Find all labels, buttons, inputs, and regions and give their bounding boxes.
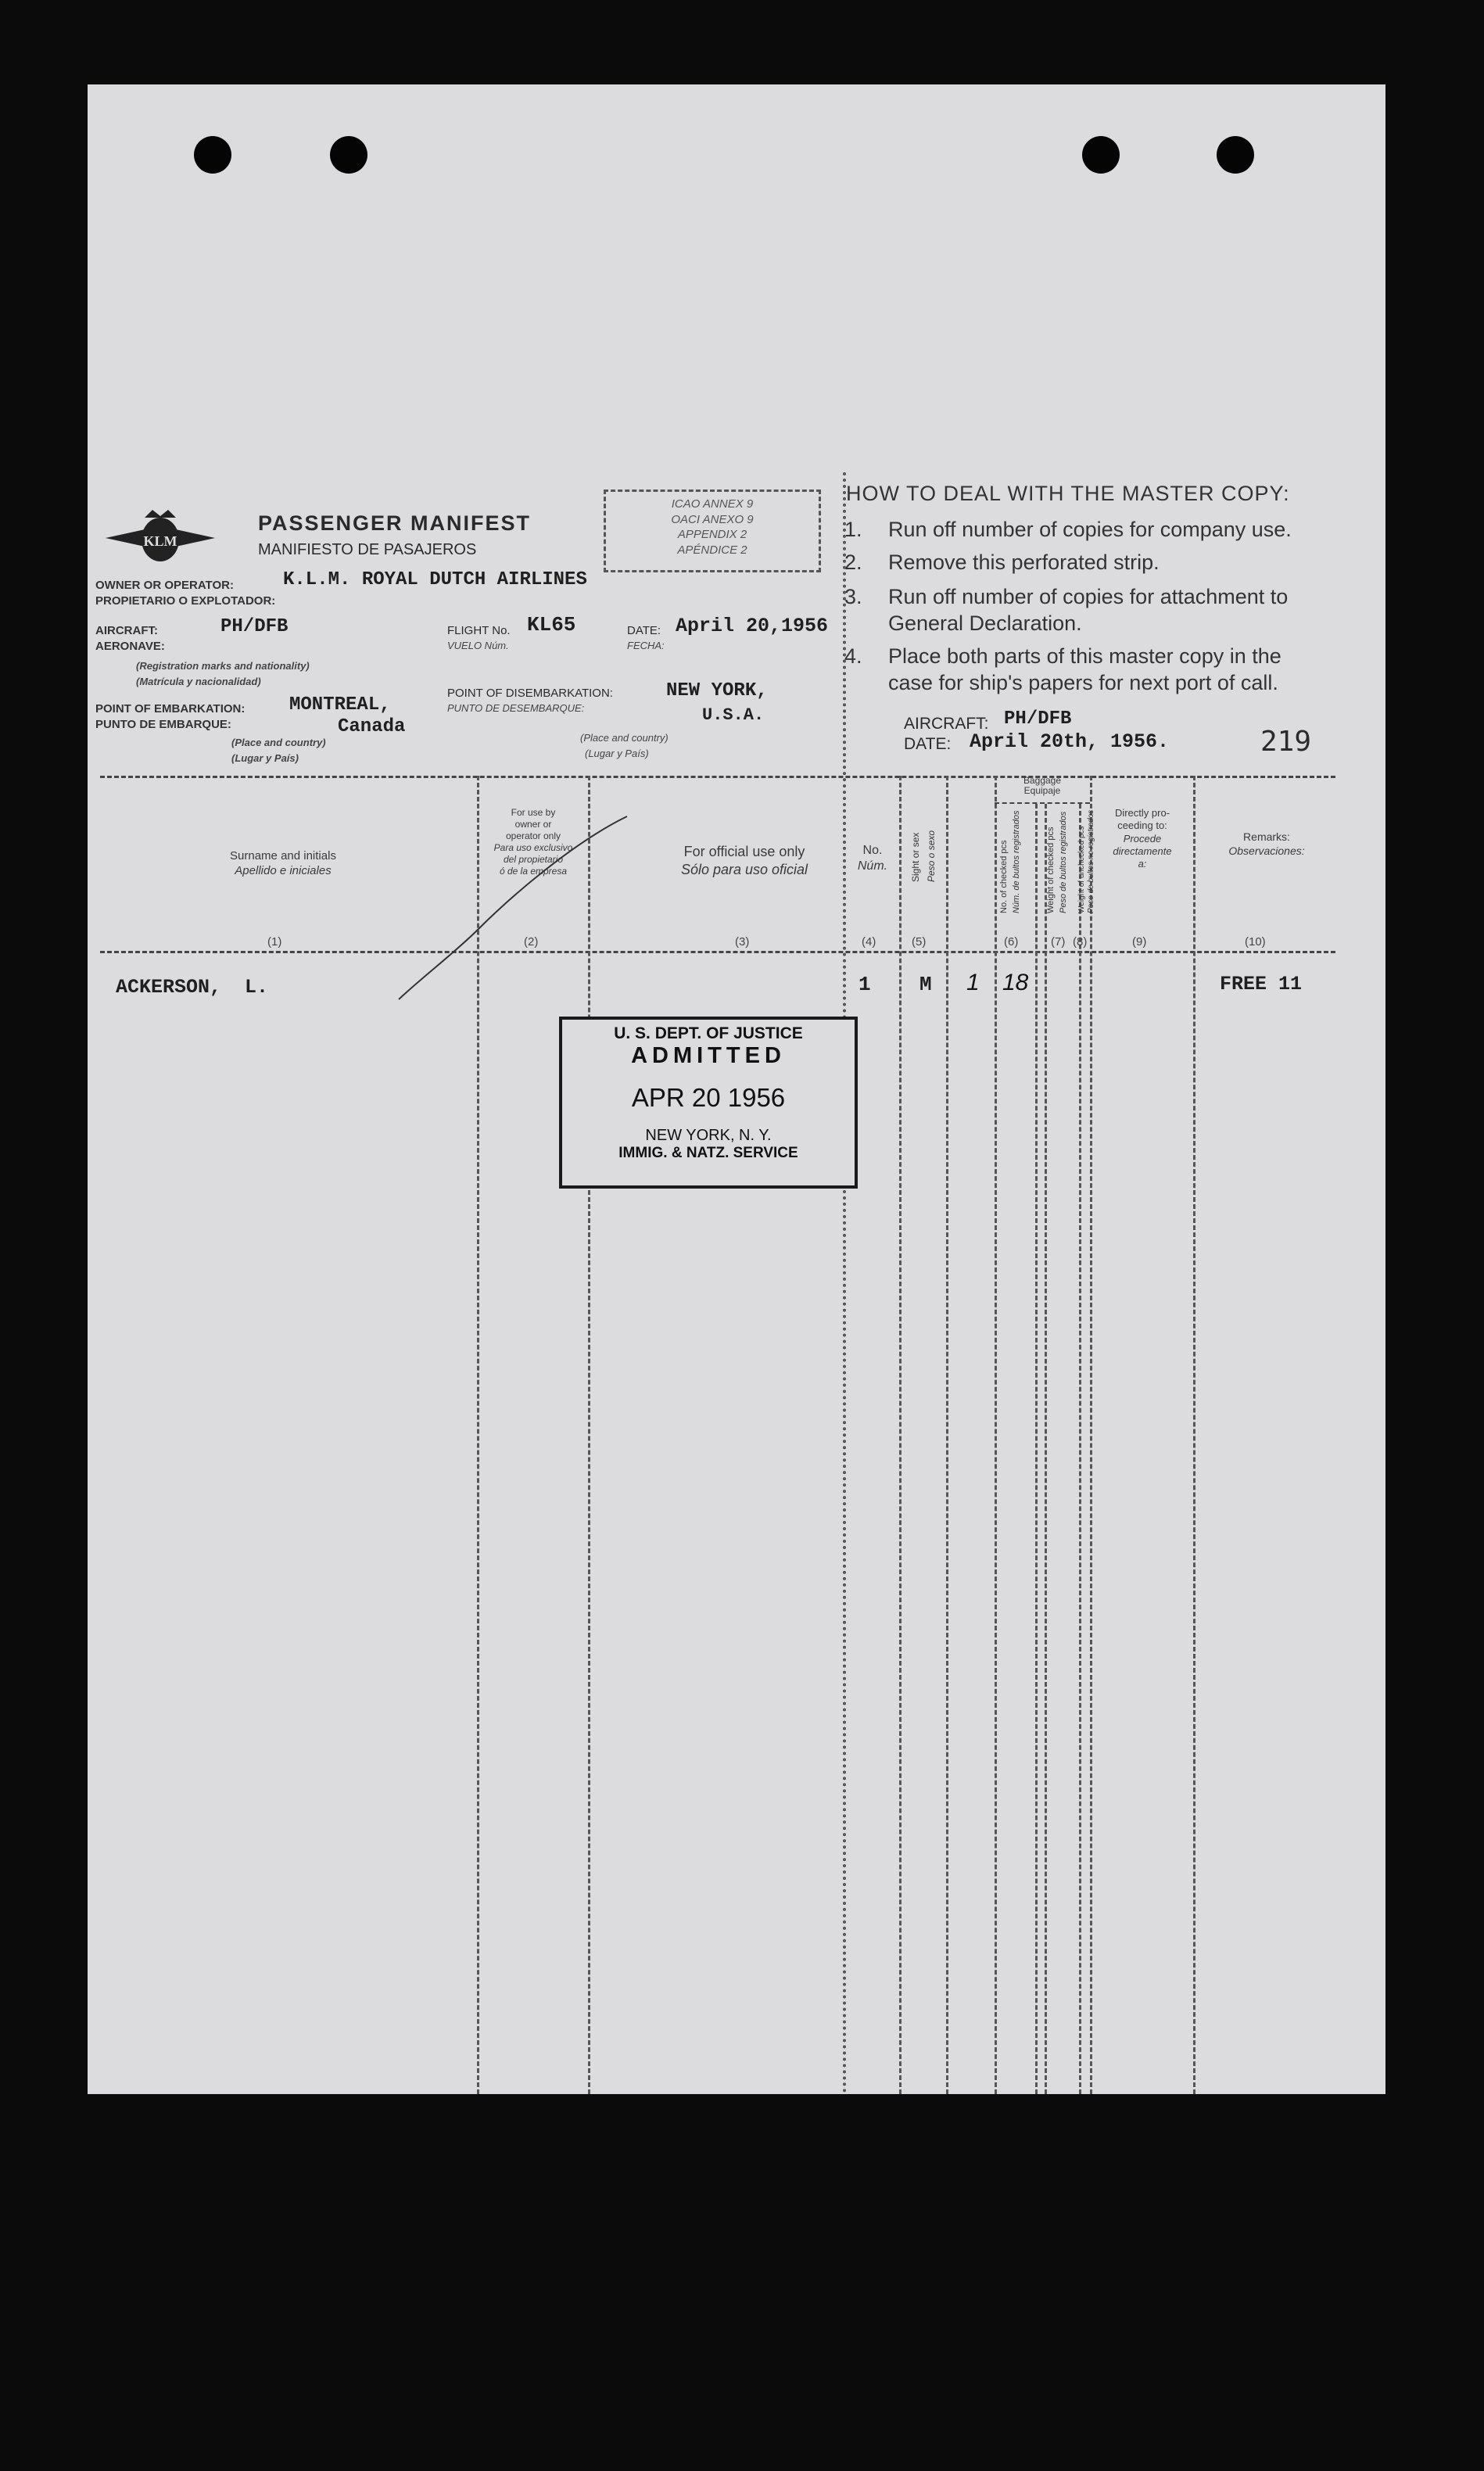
col-destination-header: Directly pro- ceeding to: Procede directamente a: [1113,807,1172,870]
owner-label: OWNER OR OPERATOR: [95,579,234,592]
stamp-location: NEW YORK, N. Y. [645,1127,772,1144]
col-official-use-header: For official use only Sólo para uso oficial [680,844,808,877]
passenger-remarks: FREE 11 [1220,973,1303,995]
col-8-number: (8) [1073,935,1088,949]
aircraft-value: PH/DFB [220,616,289,637]
column-divider [899,776,902,2094]
col-sex-header: Sight or sex [910,832,921,882]
col-sex-header-es: Peso o sexo [926,830,937,882]
col-unchecked-weight-header-es: Peso de bultos no registrados [1087,809,1095,913]
stamp-admitted: ADMITTED [631,1043,786,1068]
col-surname-header [134,849,432,879]
instruction-2-text: Remove this perforated strip. [888,551,1160,574]
col-checked-pieces-header-es: Núm. de bultos registrados [1012,810,1021,913]
aircraft-note-es: (Matrícula y nacionalidad) [136,676,261,687]
col-checked-weight-header-es: Peso de bultos registrados [1059,811,1068,913]
strip-date-label: DATE: [904,735,952,753]
aircraft-label: AIRCRAFT: [95,624,158,637]
instruction-3-text: Run off number of copies for attachment to [888,585,1289,608]
punch-hole [330,136,367,174]
punch-hole [1217,136,1254,174]
col-remarks-header: Remarks: Observaciones: [1228,830,1305,857]
instruction-3-text-cont: General Declaration. [888,611,1082,635]
header-divider [100,776,1335,778]
col-5-number: (5) [912,935,927,949]
manifest-sheet [88,84,1385,2094]
instruction-1-text: Run off number of copies for company use. [888,518,1292,541]
owner-label-es: PROPIETARIO O EXPLOTADOR: [95,594,276,608]
instruction-2-num: 2. [844,551,862,574]
stamp-dept: U. S. DEPT. OF JUSTICE [614,1024,803,1042]
column-divider [1079,804,1081,2094]
disembarkation-note-es: (Lugar y País) [585,748,649,759]
manifest-subtitle: MANIFIESTO DE PASAJEROS [258,541,477,558]
pen-stroke-mark [393,812,643,1015]
punch-hole [1082,136,1120,174]
baggage-divider [995,802,1090,804]
flight-value: KL65 [527,613,576,637]
col-unchecked-weight-header: Weight of unchecked pcs [1077,826,1086,913]
svg-text:KLM: KLM [143,533,177,549]
instruction-4-num: 4. [844,644,862,668]
disembarkation-country: U.S.A. [702,705,765,725]
col-3-number: (3) [735,935,750,949]
col-2-number: (2) [524,935,539,949]
column-divider [1035,804,1038,2094]
embarkation-country: Canada [338,716,406,737]
col-checked-weight-header: Weight of checked pcs [1046,827,1056,913]
baggage-weight: 18 [1002,970,1029,995]
flight-label: FLIGHT No. [447,624,511,637]
col-surname-es: Apellido e iniciales [235,863,332,877]
embarkation-city: MONTREAL, [289,694,391,715]
aircraft-note: (Registration marks and nationality) [136,660,310,672]
passenger-number: 1 [858,973,871,996]
strip-aircraft-value: PH/DFB [1004,708,1072,730]
embarkation-note-es: (Lugar y País) [231,752,299,764]
immigration-admitted-stamp [559,1017,858,1189]
instruction-4-text-cont: case for ship's papers for next port of call. [888,671,1278,694]
col-number-header: No. Núm. [857,844,888,873]
stamp-service: IMMIG. & NATZ. SERVICE [618,1145,798,1161]
owner-value: K.L.M. ROYAL DUTCH AIRLINES [283,569,587,590]
baggage-pieces: 1 [966,970,980,995]
punch-hole [194,136,231,174]
baggage-header: Baggage Equipaje [1023,775,1062,797]
column-divider [1045,804,1047,2094]
disembarkation-note: (Place and country) [580,732,669,744]
col-checked-pieces-header: No. of checked pcs [999,840,1009,913]
embarkation-label-es: PUNTO DE EMBARQUE: [95,718,231,731]
instructions-title: HOW TO DEAL WITH THE MASTER COPY: [846,482,1290,505]
strip-aircraft-label: AIRCRAFT: [904,715,989,733]
page-number: 219 [1260,726,1312,758]
stamp-date: APR 20 1956 [631,1083,786,1112]
column-divider [995,776,997,2094]
col-owner-use-header: For use by owner or operator only Para uso exclusivo del propietario ó de la empresa [493,807,573,877]
instruction-3-num: 3. [844,585,862,608]
disembarkation-label-es: PUNTO DE DESEMBARQUE: [447,702,585,714]
embarkation-note: (Place and country) [231,737,326,748]
embarkation-label: POINT OF EMBARKATION: [95,702,246,715]
date-value: April 20,1956 [676,615,829,637]
disembarkation-label: POINT OF DISEMBARKATION: [447,687,613,700]
icao-annex-box: ICAO ANNEX 9 OACI ANEXO 9 APPENDIX 2 APÉNDICE 2 [604,490,821,572]
perforation-line [843,472,846,2094]
col-surname-en: Surname and initials [230,849,336,863]
aircraft-label-es: AERONAVE: [95,640,165,653]
column-divider [1090,776,1092,2094]
col-10-number: (10) [1245,935,1266,949]
klm-crown-logo-icon [102,507,219,569]
date-label-es: FECHA: [627,640,665,651]
instruction-1-num: 1. [844,518,862,541]
column-divider [1193,776,1195,2094]
col-9-number: (9) [1132,935,1147,949]
col-6-number: (6) [1004,935,1019,949]
col-7-number: (7) [1051,935,1066,949]
manifest-title: PASSENGER MANIFEST [258,511,532,535]
passenger-name: ACKERSON, L. [116,976,269,999]
strip-date-value: April 20th, 1956. [970,730,1170,753]
col-1-number: (1) [267,935,282,949]
column-header-divider [100,951,1335,953]
column-divider [946,776,948,2094]
disembarkation-city: NEW YORK, [666,680,768,701]
passenger-sex: M [919,973,932,996]
date-label: DATE: [627,624,661,637]
instruction-4-text: Place both parts of this master copy in the [888,644,1281,668]
flight-label-es: VUELO Núm. [447,640,509,651]
col-4-number: (4) [862,935,876,949]
